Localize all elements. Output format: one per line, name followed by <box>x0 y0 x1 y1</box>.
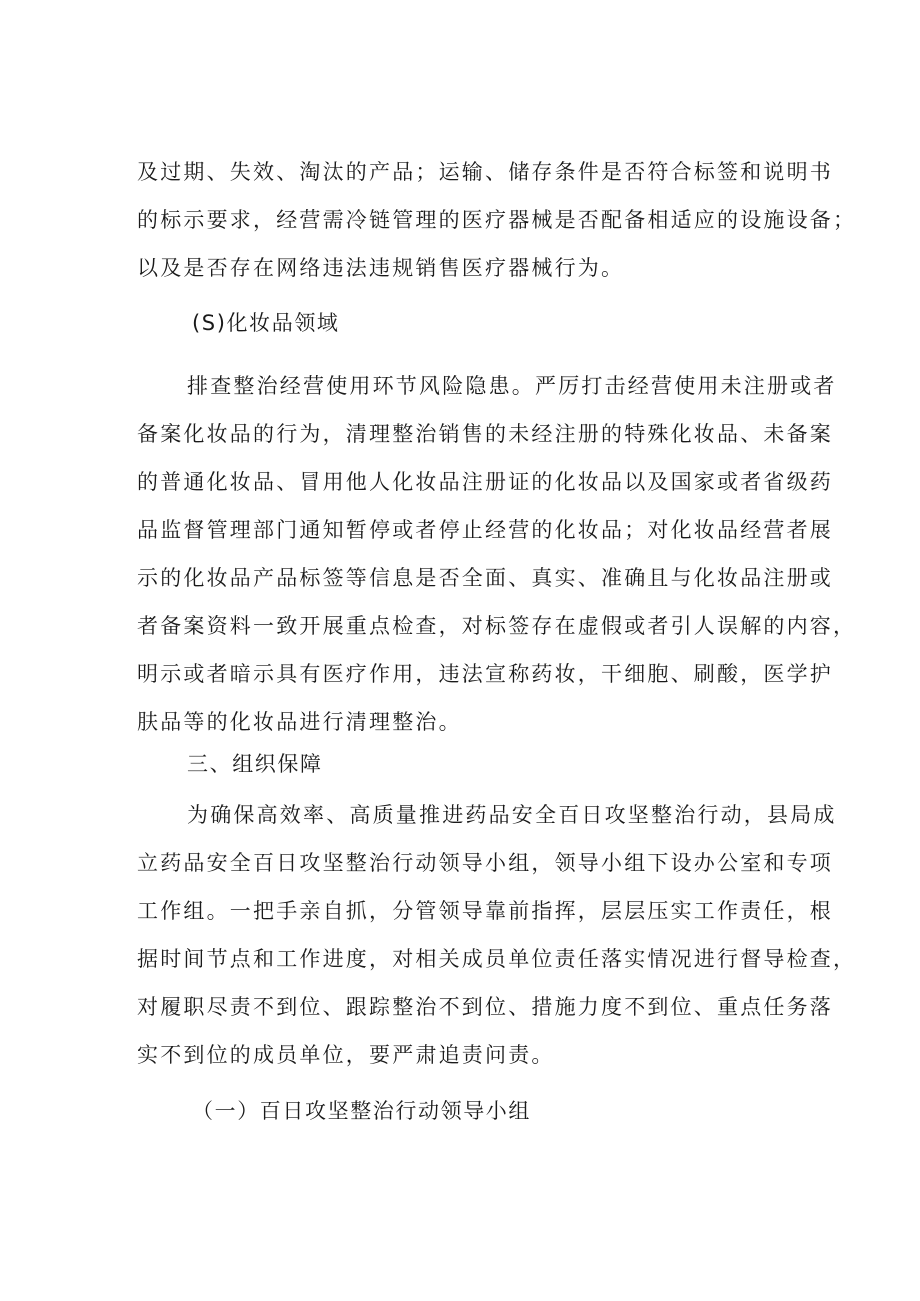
paragraph-line: 的普通化妆品、冒用他人化妆品注册证的化妆品以及国家或者省级药 <box>137 470 833 494</box>
paragraph-line: 及过期、失效、淘汰的产品；运输、储存条件是否符合标签和说明书 <box>137 160 833 184</box>
paragraph-line: 以及是否存在网络违法违规销售医疗器械行为。 <box>137 256 625 280</box>
paragraph-line: 据时间节点和工作进度，对相关成员单位责任落实情况进行督导检查， <box>137 947 857 971</box>
paragraph-line: 明示或者暗示具有医疗作用，违法宣称药妆，干细胞、刷酸，医学护 <box>137 662 833 686</box>
subsection-heading-leading-group: （一）百日攻坚整治行动领导小组 <box>192 1099 531 1123</box>
paragraph-line: 的标示要求，经营需冷链管理的医疗器械是否配备相适应的设施设备； <box>137 208 857 232</box>
paragraph-line: 工作组。一把手亲自抓，分管领导靠前指挥，层层压实工作责任，根 <box>137 899 833 923</box>
paragraph-line: 实不到位的成员单位，要严肃追责问责。 <box>137 1043 555 1067</box>
paragraph-line: 为确保高效率、高质量推进药品安全百日攻坚整治行动，县局成 <box>187 803 837 827</box>
paragraph-line: 排查整治经营使用环节风险隐患。严厉打击经营使用未注册或者 <box>187 374 837 398</box>
section-heading-cosmetics: (S)化妆品领域 <box>192 311 340 335</box>
section-heading-organization: 三、组织保障 <box>187 752 323 776</box>
paragraph-line: 立药品安全百日攻坚整治行动领导小组，领导小组下设办公室和专项 <box>137 851 833 875</box>
paragraph-line: 对履职尽责不到位、跟踪整治不到位、措施力度不到位、重点任务落 <box>137 995 833 1019</box>
paragraph-line: 肤品等的化妆品进行清理整治。 <box>137 710 462 734</box>
paragraph-line: 品监督管理部门通知暂停或者停止经营的化妆品；对化妆品经营者展 <box>137 518 833 542</box>
paragraph-line: 示的化妆品产品标签等信息是否全面、真实、准确且与化妆品注册或 <box>137 566 833 590</box>
paragraph-line: 者备案资料一致开展重点检查，对标签存在虚假或者引人误解的内容， <box>137 614 857 638</box>
paragraph-line: 备案化妆品的行为，清理整治销售的未经注册的特殊化妆品、未备案 <box>137 422 833 446</box>
